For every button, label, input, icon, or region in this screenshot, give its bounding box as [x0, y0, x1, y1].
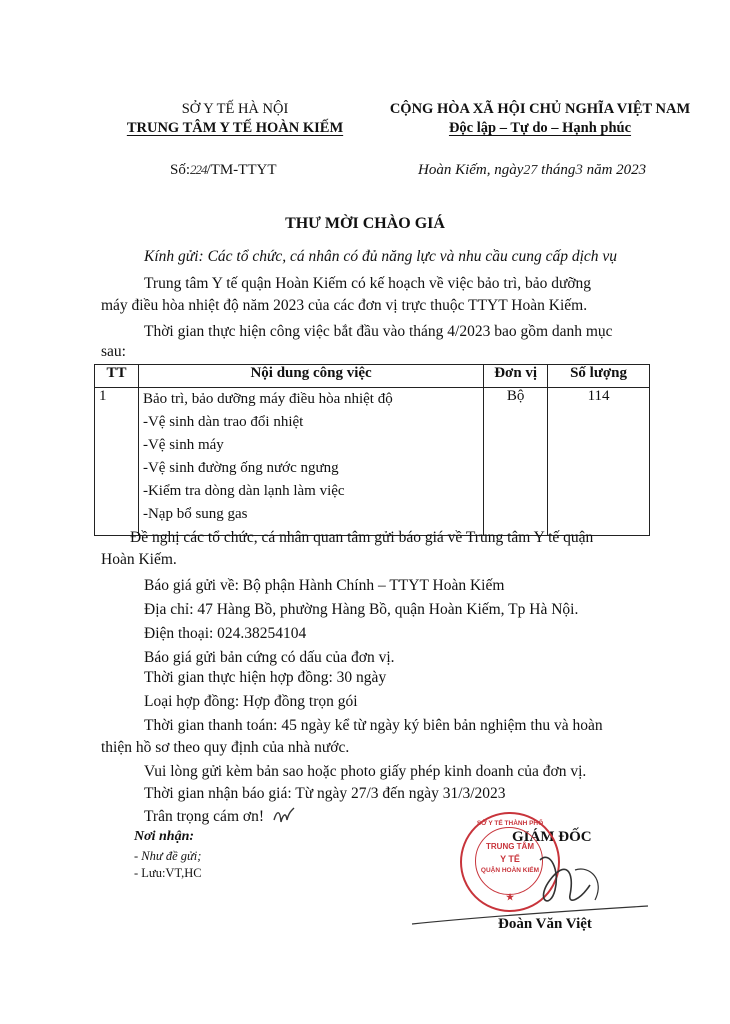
task-item: -Vệ sinh đường ống nước ngưng [142, 460, 339, 476]
national-motto: Độc lập – Tự do – Hạnh phúc [448, 120, 632, 136]
time-line-2: sau: [101, 343, 126, 360]
row-tt: 1 [95, 388, 139, 536]
col-header-tt: TT [95, 365, 139, 388]
col-header-unit: Đơn vị [484, 365, 548, 388]
address: Địa chỉ: 47 Hàng Bồ, phường Hàng Bồ, quận Hoàn Kiếm, Tp Hà Nội. [144, 601, 579, 618]
stamp-line-3: QUẬN HOÀN KIẾM [480, 867, 540, 874]
document-title: THƯ MỜI CHÀO GIÁ [285, 215, 445, 232]
receive-time: Thời gian nhận báo giá: Từ ngày 27/3 đến ngày 31/3/2023 [144, 785, 506, 802]
hardcopy-note: Báo giá gửi bản cứng có dấu của đơn vị. [144, 649, 395, 666]
document-number [170, 162, 277, 179]
recipient-item: - Như đề gửi; [134, 849, 202, 863]
contract-time: Thời gian thực hiện hợp đồng: 30 ngày [144, 669, 387, 686]
recipients-list [134, 848, 202, 882]
doc-number-handwritten: 224 [190, 162, 207, 177]
payment-line-1: Thời gian thanh toán: 45 ngày kể từ ngày ký biên bản nghiệm thu và hoàn [144, 717, 603, 734]
payment-line-2: thiện hồ sơ theo quy định của nhà nước. [101, 739, 350, 756]
request-line-2: Hoàn Kiếm. [101, 551, 177, 568]
task-item: Bảo trì, bảo dưỡng máy điều hòa nhiệt độ [142, 391, 393, 407]
signer-role: GIÁM ĐỐC [512, 829, 592, 845]
national-title: CỘNG HÒA XÃ HỘI CHỦ NGHĨA VIỆT NAM [389, 101, 691, 117]
task-item: -Vệ sinh máy [142, 437, 224, 453]
date-place: Hoàn Kiếm, ngày [418, 162, 524, 178]
col-header-content: Nội dung công việc [138, 365, 483, 388]
task-item: -Kiểm tra dòng dàn lạnh làm việc [142, 483, 345, 499]
date-year: năm 2023 [586, 162, 647, 178]
col-header-quantity: Số lượng [548, 365, 650, 388]
initial-mark [272, 806, 296, 828]
doc-number-suffix: /TM-TTYT [206, 162, 277, 178]
date-day: 27 [523, 163, 538, 178]
national-header [385, 100, 695, 138]
recipients-label: Nơi nhận: [134, 829, 195, 844]
stamp-line-2: Y TẾ [500, 854, 520, 864]
date-month: 3 [575, 162, 583, 178]
time-line-1: Thời gian thực hiện công việc bắt đầu vào tháng 4/2023 bao gồm danh mục [144, 323, 613, 340]
stamp-star-icon: ★ [505, 892, 515, 902]
row-quantity: 114 [548, 388, 650, 536]
stamp-line-1: TRUNG TÂM [486, 842, 534, 851]
table-header-row [95, 365, 650, 388]
signer-name: Đoàn Văn Việt [498, 916, 592, 932]
thanks: Trân trọng cám ơn! [144, 808, 264, 825]
row-unit: Bộ [484, 388, 548, 536]
table-row [95, 388, 650, 536]
document-date [418, 162, 646, 179]
license-note: Vui lòng gửi kèm bản sao hoặc photo giấy phép kinh doanh của đơn vị. [144, 763, 587, 780]
issuer-block [120, 100, 350, 138]
plan-line-1: Trung tâm Y tế quận Hoàn Kiếm có kế hoạch về việc bảo trì, bảo dưỡng [144, 275, 592, 292]
plan-line-2: máy điều hòa nhiệt độ năm 2023 của các đơn vị trực thuộc TTYT Hoàn Kiếm. [101, 297, 588, 314]
work-items-table [94, 364, 650, 536]
stamp-ring-text: SỞ Y TẾ THÀNH PHỐ [476, 820, 544, 827]
send-to: Báo giá gửi về: Bộ phận Hành Chính – TTYT Hoàn Kiếm [144, 577, 505, 594]
issuer-center: TRUNG TÂM Y TẾ HOÀN KIẾM [126, 120, 344, 136]
task-item: -Nạp bổ sung gas [142, 506, 248, 522]
phone: Điện thoại: 024.38254104 [144, 625, 307, 642]
contract-type: Loại hợp đồng: Hợp đồng trọn gói [144, 693, 358, 710]
doc-number-prefix: Số: [170, 162, 191, 178]
recipient-item: - Lưu:VT,HC [134, 866, 202, 880]
greeting: Kính gửi: Các tổ chức, cá nhân có đủ năng lực và nhu cầu cung cấp dịch vụ [144, 248, 618, 265]
task-item: -Vệ sinh dàn trao đổi nhiệt [142, 414, 304, 430]
row-tasks [138, 388, 483, 536]
request-line-1: Đề nghị các tổ chức, cá nhân quan tâm gửi báo giá về Trung tâm Y tế quận [130, 529, 594, 546]
date-month-label: tháng [541, 162, 576, 178]
issuer-department: SỞ Y TẾ HÀ NỘI [181, 101, 289, 117]
